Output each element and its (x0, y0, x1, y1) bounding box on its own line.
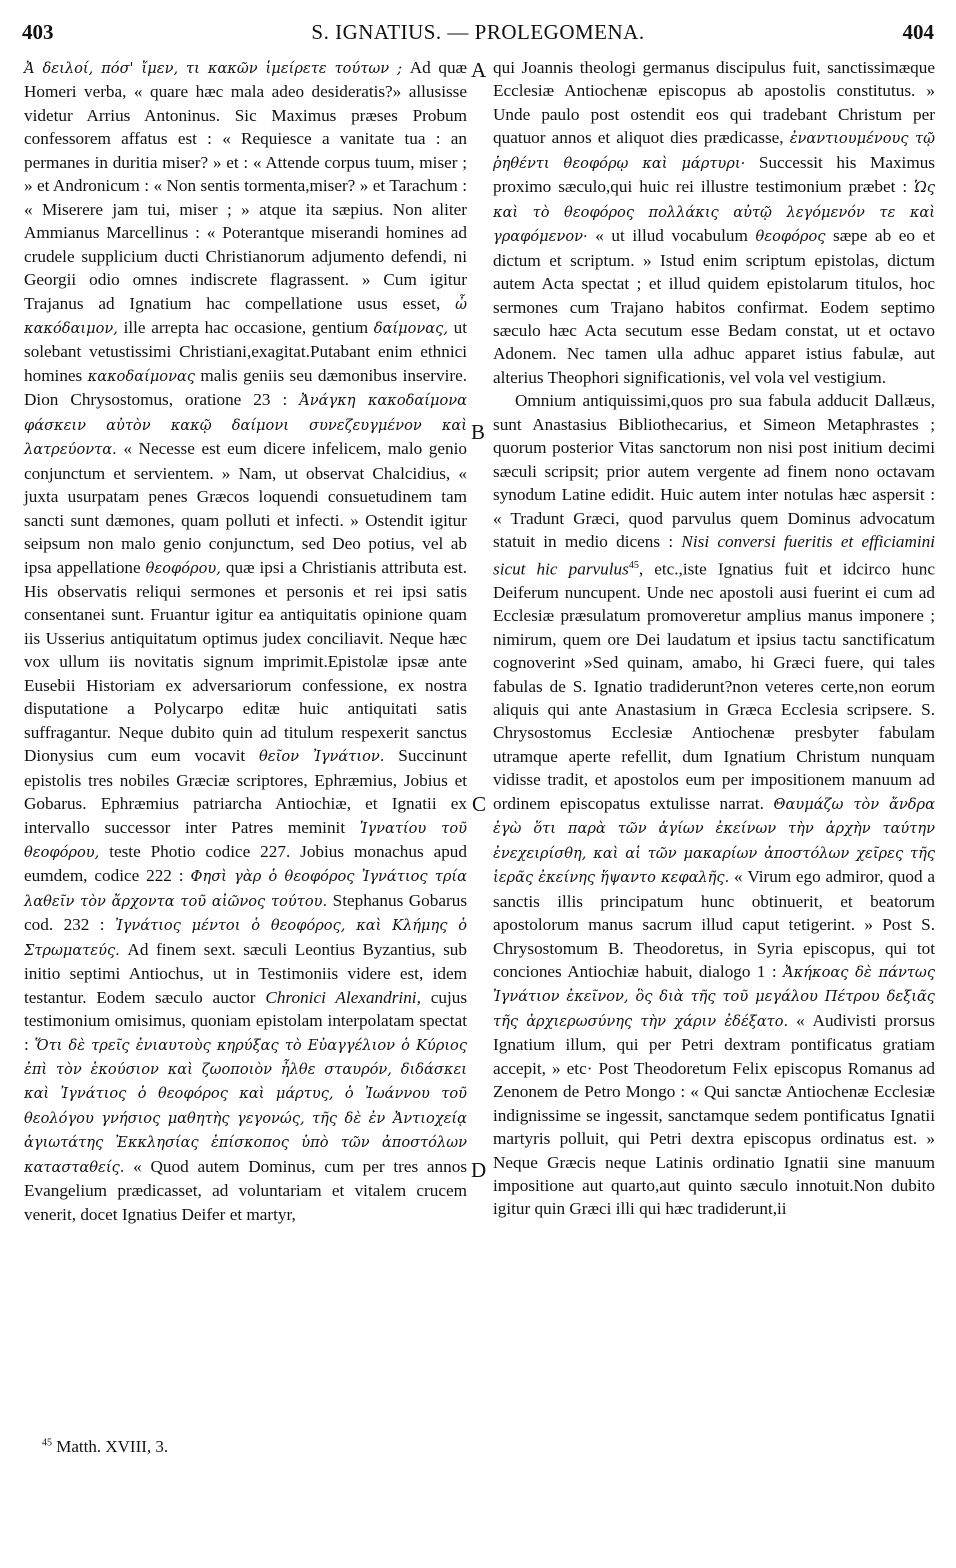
latin-text: « Audivisti prorsus Ignatium illum, qui per Petri dextram pontificatus gratiam accepit, » etc· Post Theodoretum Felix episcopus Romanus ad Zenonem de Petro Mongo : « Qui sanctæ Antiochenæ Ecclesiæ indignissime se ingessit, sanctamque sedem pontificatus Ignatii martyris polluit, qui Petri dextra episcopus ordinatus est. » Neque Græcis neque Latinis ordinatio Ignatii sine manuum impositione aut quarto,aut quinto sæculo innotuit.Non dubito igitur quin Græci illi qui hæc tradiderunt,ii (493, 1010, 935, 1219)
latin-text: « Quod autem Dominus, cum per tres annos Evangelium prædicasset, ad voluntariam et vitalem crucem venerit, docet Ignatius Deifer et martyr, (24, 1156, 468, 1224)
latin-text: Successit his Maximus proximo sæculo,qui huic rei illustre testimonium præbet : (493, 152, 935, 197)
greek-quote: ἐναντιουμένους τῷ ῥηθέντι θεοφόρῳ καὶ μάρτυρι· (493, 130, 936, 172)
latin-text: ut solebant vetustissimi Christiani,exagitat.Putabant enim ethnici homines (24, 317, 467, 385)
latin-text: « Virum ego admiror, quod a sanctis illis principatum hunc obtinuerit, et beatorum apostolorum manus sacrum illud caput tetigerint. » Post S. Chrysostomum B. Theodoretus, in Syria episcopus, qui tot conciones Antiochiæ habuit, dialogo 1 : (493, 867, 935, 981)
left-paragraph-1 (24, 56, 467, 1226)
greek-quote: Ἰγνατίου τοῦ θεοφόρου, (24, 819, 467, 861)
greek-quote: ὦ κακόδαιμον, (24, 295, 467, 337)
right-paragraph-2 (493, 389, 935, 1221)
latin-text: Stephanus Gobarus cod. 232 : (24, 890, 468, 935)
margin-marker-a: A (471, 58, 487, 82)
page-number-left: 403 (22, 20, 54, 44)
latin-text: Ad quæ Homeri verba, « quare hæc mala adeo desideratis?» allusisse videtur Arrius Antoninus. Sic Maximus præses Probum confessorem affatus est : « Requiesce a vanitate tua : an permanes in duritia miser? » et : « Attende corpus tuum, miser ; » et Andronicum : « Non sentis tormenta,miser? » et Tarachum : « Miserere jam tui, miser ; » atque ita sæpius. Non aliter Ammianus Marcellinus : « Poterantque miserandi homines ad crudele supplicium ducti Christianorum adjumento defendi, ni Georgii odio omnes indiscrete flagrassent. » Cum igitur Trajanus ad Ignatium hac compellatione usus esset, (24, 58, 468, 313)
greek-quote: θεοφόρος (755, 228, 826, 246)
latin-text: malis geniis seu dæmonibus inservire. Dion Chrysostomus, oratione 23 : (24, 365, 467, 410)
margin-marker-b: B (471, 420, 486, 444)
greek-quote: κακοδαίμονας (87, 367, 195, 385)
footnote-number: 45 (42, 1437, 52, 1449)
latin-text: teste Photio codice 227. Jobius monachus apud eumdem, codice 222 : (24, 841, 467, 886)
greek-quote: Ἀκήκοας δὲ πάντως Ἰγνάτιον ἐκεῖνον, ὃς διὰ τῆς τοῦ μεγάλου Πέτρου δεξιᾶς τῆς ἀρχιερωσύνης τὴν χάριν ἐδέξατο. (493, 963, 935, 1030)
footnote (42, 1437, 168, 1457)
latin-text: sæpe ab eo et dictum et scriptum. » Istud enim scriptum epistolas, dictum autem Acta spectat ; et illud quidem epistolarum titulos, hoc sermones cum Trajano habitos confirmat. Eodem septimo sæculo hæc Acta secutum esse Bedam constat, ut et octavo Adonem. Nec tamen ulla adhuc apparet istius fabulæ, aut alterius Theophori significationis, vel vola vel vestigium. (493, 226, 936, 387)
greek-quote: Ἀ δειλοί, πόσ' ἴμεν, τι κακῶν ἱμείρετε τούτων ; (24, 60, 403, 77)
italic-title: Chronici Alexandrini, (265, 987, 421, 1007)
running-header (22, 20, 934, 52)
margin-marker-d: D (471, 1158, 487, 1182)
latin-text: « Necesse est eum dicere infelicem, malo genio conjunctum et servientem. » Nam, ut observat Chalcidius, « juxta usurpatam penes Græcos loquendi consuetudinem tam sancti sunt dæmones, quam polluti et infecti. » Ostendit igitur seipsum non malo genio conjunctum, sed Deo potius, vel ab ipsa appellatione (24, 439, 467, 577)
left-column (24, 56, 467, 1226)
greek-quote: Ὅτι δὲ τρεῖς ἐνιαυτοὺς κηρύξας τὸ Εὐαγγέλιον ὁ Κύριος ἐπὶ τὸν ἑκούσιον καὶ ζωοποιὸν ἦλθε σταυρόν, διδάσκει καὶ Ἰγνάτιος ὁ θεοφόρος καὶ μάρτυς, ὁ Ἰωάννου τοῦ θεολόγου γνήσιος μαθητὴς γεγονώς, τῆς δὲ ἐν Ἀντιοχείᾳ ἁγιωτάτης Ἐκκλησίας ἐπίσκοπος ὑπὸ τῶν ἀποστόλων κατασταθείς. (24, 1036, 468, 1176)
right-paragraph-1 (493, 56, 935, 389)
latin-text: cujus testimonium omisimus, quoniam epistolam interpolatam spectat : (24, 987, 468, 1054)
latin-text: Succinunt epistolis tres nobiles Græciæ scriptores, Ephræmius, Jobius et Gobarus. Ephræmius patriarcha Antiochiæ, et Ignatii ex intervallo successor inter Patres meminit (24, 746, 468, 837)
greek-quote: θεῖον Ἰγνάτιον. (259, 748, 385, 766)
latin-text: , etc.,iste Ignatius fuit et idcirco hunc Deiferum nuncupent. Unde nec apostoli ausi fuerint ei cum ad Ecclesiæ præsulatum promoveretur amplius manus imponere ; nimirum, quem ore Dei laudatum et ipsius tactu sanctificatum cognoverint »Sed quinam, amabo, hi Græci fuere, qui tales fabulas de S. Ignatio tradiderunt?non veteres certe,non eorum aliquis qui ante Anastasium in Græca Ecclesia scripsere. S. Chrysostomus Ecclesiæ Antiochenæ presbyter fabulam utramque aperte refellit, dum Ignatium Christum nunquam vidisse tradit, et apostolos eum per impositionem manuum ad ordinem episcopatus extulisse narrat. (493, 559, 935, 813)
latin-text: Omnium antiquissimi,quos pro sua fabula adducit Dallæus, sunt Anastasius Bibliothecarius, et Simeon Metaphrastes ; quorum posterior Vitas sanctorum non nisi post initium decimi sæculi scripsit; prior autem vergente ad finem nono octavam synodum Latine edidit. Huic autem inter notulas hæc aspersit : « Tradunt Græci, quod parvulus quem Dominus advocatum statuit in medio dicens : (493, 391, 935, 552)
greek-quote: Ὡς καὶ τὸ θεοφόρος πολλάκις αὐτῷ λεγόμενόν τε καὶ γραφόμενον· (493, 179, 935, 246)
latin-text: Ad finem sext. sæculi Leontius Byzantius, sub initio septimi Antiochus, ut in Testimoniis videre est, idem testantur. Eodem sæculo auctor (24, 939, 467, 1007)
latin-text: quæ ipsi a Christianis attributa est. His observatis reliqui sermones et personis et rei ipsi satis consentanei sunt. Fruantur igitur ea antiquitatis opinione quam iis Usserius antiquitatum optimus judex conciliavit. Neque hæc vox ullum iis novitatis signum imprimit.Epistolæ ipsæ ante Eusebii Historiam ex adversariorum confessione, ex nostra disputatione a Polycarpo editæ huic antiquitati satis suffragantur. Neque dubito quin ad titulum respexerit sanctus Dionysius cum eum vocavit (24, 557, 467, 766)
page-number-right: 404 (902, 20, 934, 44)
italic-quote: Nisi conversi fueritis et efficiamini sicut hic parvulus (493, 532, 936, 579)
greek-quote: Φησὶ γὰρ ὁ θεοφόρος Ἰγνάτιος τρία λαθεῖν τὸν ἄρχοντα τοῦ αἰῶνος τούτου. (24, 868, 468, 910)
margin-marker-c: C (472, 792, 487, 816)
footnote-ref: 45 (628, 559, 639, 571)
running-title: S. IGNATIUS. — PROLEGOMENA. (311, 20, 645, 44)
right-column (493, 56, 935, 1221)
footnote-text: Matth. XVIII, 3. (52, 1437, 169, 1456)
latin-text: ille arrepta hac occasione, gentium (123, 317, 369, 337)
greek-quote: δαίμονας, (373, 319, 448, 337)
greek-quote: θεοφόρου, (145, 559, 221, 577)
greek-quote: Ἀνάγκη κακοδαίμονα φάσκειν αὐτὸν κακῷ δαίμονι συνεζευγμένον καὶ λατρεύοντα. (24, 392, 467, 459)
latin-text: qui Joannis theologi germanus discipulus fuit, sanctissimæque Ecclesiæ Antiochenæ episcopus ab apostolis constitutus. » Unde paulo post ostendit eos qui tradebant Christum per quatuor annos et aliquot dies prædicasse, (493, 58, 935, 148)
greek-quote: Ἰγνάτιος μέντοι ὁ θεοφόρος, καὶ Κλήμης ὁ Στρωματεύς. (24, 917, 468, 959)
latin-text: « ut illud vocabulum (595, 226, 748, 246)
greek-quote: Θαυμάζω τὸν ἄνδρα ἐγὼ ὅτι παρὰ τῶν ἁγίων ἐκείνων τὴν ἀρχὴν ταύτην ἐνεχειρίσθη, καὶ αἱ τῶν μακαρίων ἀποστόλων χεῖρες τῆς ἱερᾶς ἐκείνης ἥψαντο κεφαλῆς. (493, 795, 935, 887)
